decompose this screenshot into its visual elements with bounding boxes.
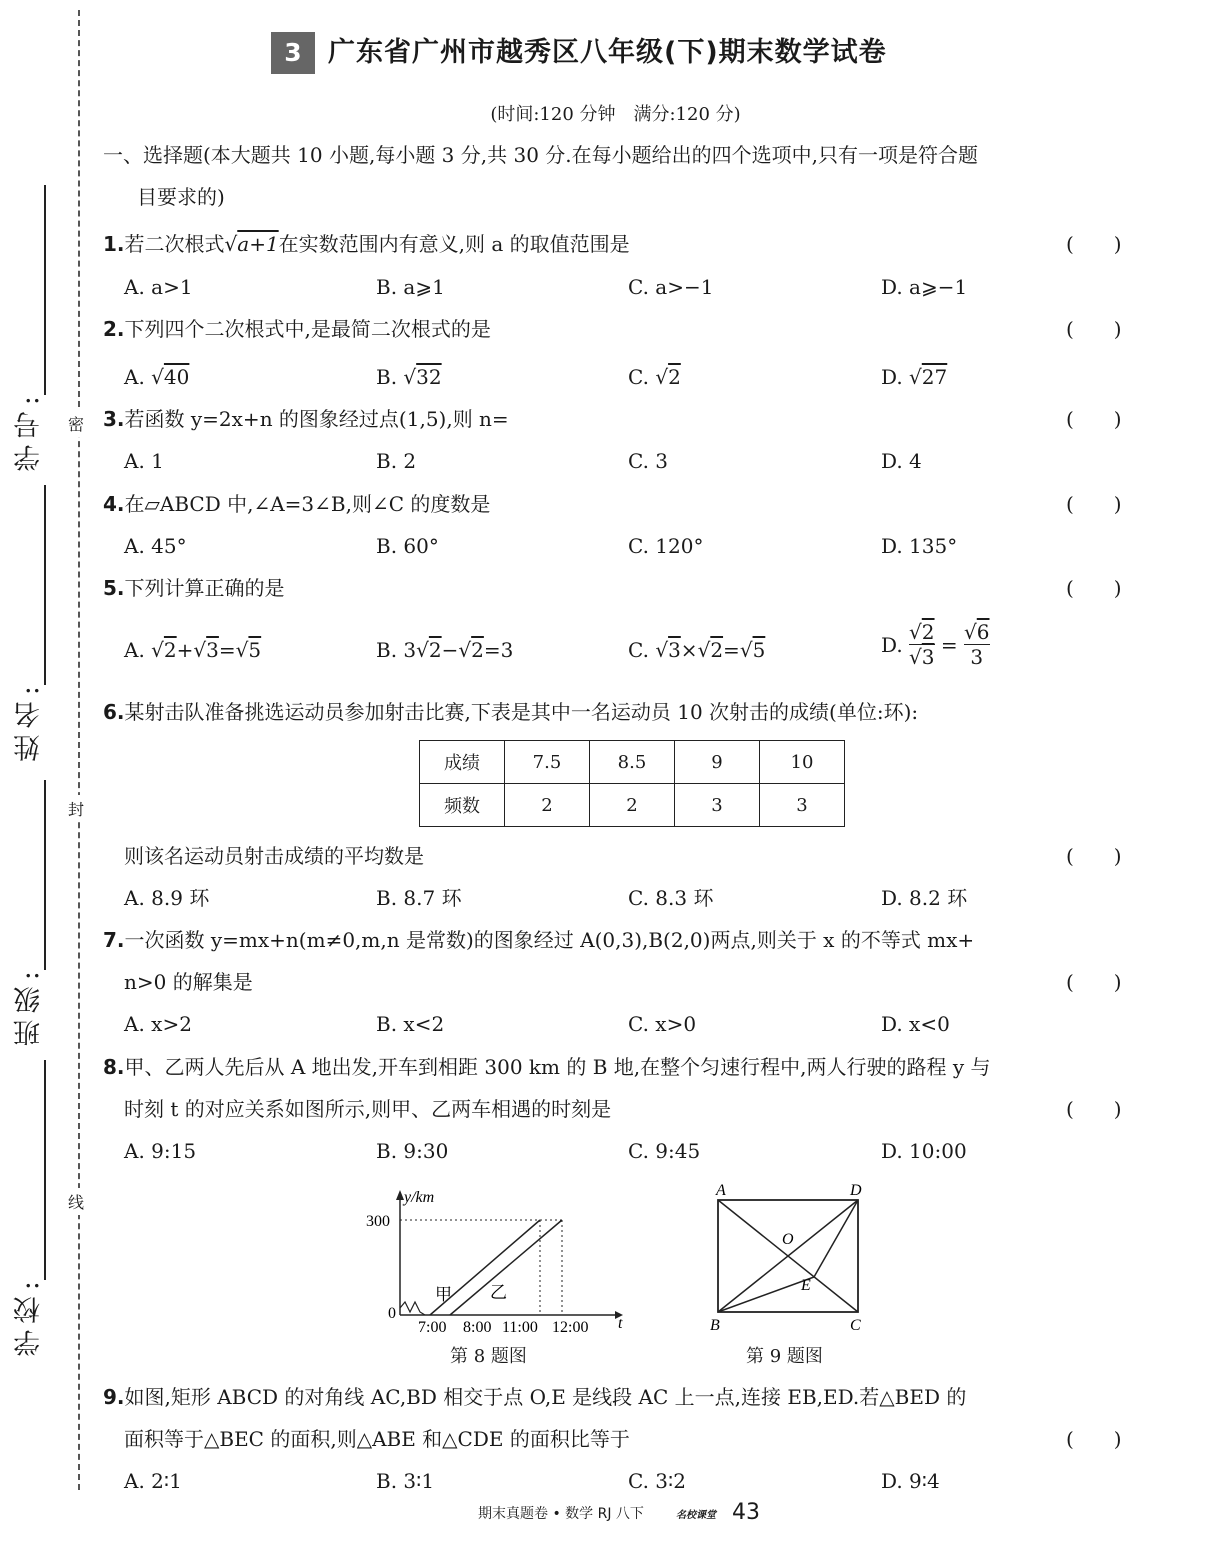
option-prefix: A.	[124, 365, 152, 389]
q5-option-d[interactable]	[881, 620, 990, 669]
radicand: 2	[163, 638, 177, 662]
q5-option-b[interactable]: B. 3√2−√2=3	[376, 638, 514, 662]
operator: +	[176, 638, 194, 662]
answer-blank-1[interactable]: ( )	[1066, 232, 1122, 256]
question-4	[103, 489, 490, 519]
q8-option-a[interactable]: A. 9:15	[124, 1139, 197, 1163]
q6-option-b[interactable]: B. 8.7 环	[376, 886, 462, 910]
numerator-radicand: 6	[976, 620, 990, 644]
origin-label: 0	[388, 1305, 396, 1322]
q5-text: 下列计算正确的是	[124, 576, 285, 600]
x-tick-label: 12:00	[552, 1319, 589, 1336]
equals: =	[723, 638, 740, 662]
q7-line1: 一次函数 y=mx+n(m≠0,m,n 是常数)的图象经过 A(0,3),B(2,0)两点,则关于 x 的不等式 mx+	[124, 928, 975, 952]
answer-blank-9[interactable]: ( )	[1066, 1427, 1122, 1451]
vertex-a: A	[716, 1182, 726, 1199]
equals: =	[940, 632, 958, 657]
q7-option-a[interactable]: A. x>2	[124, 1012, 192, 1036]
footer-brand-logo: 名校课堂	[676, 1510, 716, 1521]
field-label-school: 学校:	[14, 1275, 45, 1357]
denominator: 3	[970, 645, 984, 669]
table-cell: 3	[760, 784, 845, 827]
q1-text-b: 在实数范围内有意义,则 a 的取值范围是	[278, 232, 630, 256]
operator: −	[441, 638, 459, 662]
segment-ed	[814, 1200, 858, 1277]
figure-8-caption: 第 8 题图	[450, 1346, 527, 1367]
score-frequency-table	[419, 740, 845, 827]
point-o: O	[782, 1231, 794, 1248]
option-prefix: A.	[124, 638, 152, 662]
q6-option-c[interactable]: C. 8.3 环	[628, 886, 714, 910]
question-number: 3.	[103, 407, 125, 431]
q7-option-c[interactable]: C. x>0	[628, 1012, 697, 1036]
answer-blank-6[interactable]: ( )	[1066, 844, 1122, 868]
question-9	[103, 1382, 966, 1412]
numerator-radicand: 2	[921, 620, 935, 644]
q3-text: 若函数 y=2x+n 的图象经过点(1,5),则 n=	[124, 407, 509, 431]
radicand: 3	[668, 638, 681, 662]
question-number: 1.	[103, 232, 125, 256]
q1-option-c[interactable]: C. a>−1	[628, 275, 714, 299]
question-6	[103, 697, 918, 727]
question-3	[103, 404, 509, 434]
option-prefix: C.	[628, 365, 656, 389]
paper-number-badge: 3	[271, 32, 315, 74]
table-cell: 频数	[420, 784, 505, 827]
table-cell: 10	[760, 741, 845, 784]
field-line-school[interactable]	[44, 1060, 46, 1280]
radicand: 27	[921, 365, 948, 389]
question-number: 8.	[103, 1055, 125, 1079]
q9-option-a[interactable]: A. 2∶1	[124, 1469, 182, 1493]
q2-option-d[interactable]: D. √27	[881, 365, 948, 389]
q9-option-d[interactable]: D. 9∶4	[881, 1469, 940, 1493]
answer-blank-8[interactable]: ( )	[1066, 1097, 1122, 1121]
table-cell: 9	[675, 741, 760, 784]
q2-option-c[interactable]: C. √2	[628, 365, 681, 389]
x-axis-label: t	[618, 1315, 623, 1332]
q1-option-d[interactable]: D. a⩾−1	[881, 275, 968, 299]
q4-option-c[interactable]: C. 120°	[628, 534, 704, 558]
exam-time-score: (时间:120 分钟 满分:120 分)	[490, 104, 741, 125]
figure-9-rectangle	[700, 1178, 880, 1333]
q2-text: 下列四个二次根式中,是最简二次根式的是	[124, 317, 491, 341]
footer-text: 期末真题卷 • 数学 RJ 八下	[478, 1506, 644, 1522]
page-title: 广东省广州市越秀区八年级(下)期末数学试卷	[328, 37, 887, 68]
radicand: 5	[752, 638, 766, 662]
table-cell: 2	[590, 784, 675, 827]
answer-blank-3[interactable]: ( )	[1066, 407, 1122, 431]
segment-eb	[718, 1277, 814, 1312]
q8-option-b[interactable]: B. 9:30	[376, 1139, 449, 1163]
option-prefix: B. 3	[376, 638, 417, 662]
q1-radicand: a+1	[237, 232, 279, 256]
option-prefix: C.	[628, 638, 656, 662]
section-heading-line1: 一、选择题(本大题共 10 小题,每小题 3 分,共 30 分.在每小题给出的四个选项中,只有一项是符合题	[103, 143, 978, 167]
binding-char-xian: 线	[68, 1188, 84, 1215]
q4-option-a[interactable]: A. 45°	[124, 534, 187, 558]
radicand: 3	[206, 638, 219, 662]
radicand: 32	[416, 365, 442, 389]
radicand: 2	[428, 638, 442, 662]
vertex-d: D	[850, 1182, 862, 1199]
y-axis-arrow	[396, 1190, 404, 1200]
vertex-c: C	[850, 1317, 861, 1333]
q7-option-b[interactable]: B. x<2	[376, 1012, 445, 1036]
table-row	[420, 741, 845, 784]
question-number: 5.	[103, 576, 125, 600]
q9-option-c[interactable]: C. 3∶2	[628, 1469, 686, 1493]
vertex-b: B	[710, 1317, 720, 1333]
question-number: 9.	[103, 1385, 125, 1409]
q9-option-b[interactable]: B. 3∶1	[376, 1469, 435, 1493]
question-1: 1.若二次根式√a+1在实数范围内有意义,则 a 的取值范围是	[103, 232, 630, 256]
q8-line1: 甲、乙两人先后从 A 地出发,开车到相距 300 km 的 B 地,在整个匀速行程中,两人行驶的路程 y 与	[124, 1055, 991, 1079]
axis-break-mark	[400, 1302, 425, 1315]
q6-option-a[interactable]: A. 8.9 环	[124, 886, 210, 910]
field-line-class[interactable]	[44, 780, 46, 970]
radicand: 2	[471, 638, 484, 662]
q3-option-b[interactable]: B. 2	[376, 449, 417, 473]
question-number: 4.	[103, 492, 125, 516]
q5-option-a[interactable]: A. √2+√3=√5	[124, 638, 262, 662]
question-5	[103, 573, 285, 603]
x-tick-label: 7:00	[418, 1319, 447, 1336]
equals: =	[218, 638, 236, 662]
question-8	[103, 1052, 991, 1082]
radicand: 40	[163, 365, 190, 389]
q6-option-d[interactable]: D. 8.2 环	[881, 886, 968, 910]
binding-char-feng: 封	[68, 795, 84, 822]
x-tick-label: 11:00	[502, 1319, 538, 1336]
q2-option-b[interactable]: B. √32	[376, 365, 442, 389]
section-heading-line2: 目要求的)	[137, 185, 225, 209]
answer-blank-5[interactable]: ( )	[1066, 576, 1122, 600]
question-2	[103, 314, 491, 344]
table-cell: 8.5	[590, 741, 675, 784]
field-label-name: 姓名:	[14, 680, 45, 762]
radicand: 5	[248, 638, 262, 662]
point-e: E	[801, 1277, 811, 1294]
equals: =3	[483, 638, 514, 662]
q1-option-a[interactable]: A. a>1	[124, 275, 193, 299]
y-axis-label: y/km	[404, 1189, 435, 1206]
q9-line1: 如图,矩形 ABCD 的对角线 AC,BD 相交于点 O,E 是线段 AC 上一点,连接 EB,ED.若△BED 的	[124, 1385, 967, 1409]
y-tick-300: 300	[366, 1213, 390, 1230]
q3-option-c[interactable]: C. 3	[628, 449, 669, 473]
answer-blank-7[interactable]: ( )	[1066, 970, 1122, 994]
table-cell: 2	[505, 784, 590, 827]
option-prefix: D.	[881, 365, 910, 389]
page-number: 43	[732, 1500, 760, 1525]
q6-text: 某射击队准备挑选运动员参加射击比赛,下表是其中一名运动员 10 次射击的成绩(单位:环):	[124, 700, 919, 724]
table-cell: 成绩	[420, 741, 505, 784]
answer-blank-4[interactable]: ( )	[1066, 492, 1122, 516]
question-number: 6.	[103, 700, 125, 724]
q4-option-b[interactable]: B. 60°	[376, 534, 439, 558]
q1-option-b[interactable]: B. a⩾1	[376, 275, 445, 299]
question-number: 7.	[103, 928, 125, 952]
fraction-right: $\frac{√6}{3}$	[964, 620, 990, 669]
label-yi: 乙	[490, 1283, 507, 1302]
option-prefix: D.	[881, 632, 903, 657]
q3-option-a[interactable]: A. 1	[124, 449, 164, 473]
question-number: 2.	[103, 317, 125, 341]
question-7	[103, 925, 974, 955]
label-jia: 甲	[435, 1285, 452, 1304]
figure-9-caption: 第 9 题图	[746, 1346, 823, 1367]
q8-option-c[interactable]: C. 9:45	[628, 1139, 701, 1163]
section-heading	[103, 140, 978, 170]
q2-option-a[interactable]: A. √40	[124, 365, 190, 389]
q4-text: 在▱ABCD 中,∠A=3∠B,则∠C 的度数是	[124, 492, 491, 516]
option-prefix: B.	[376, 365, 404, 389]
denominator-radicand: 3	[921, 645, 935, 669]
q1-text-a: 若二次根式	[124, 232, 225, 256]
q3-option-d[interactable]: D. 4	[881, 449, 922, 473]
table-cell: 3	[675, 784, 760, 827]
fraction-left: $\frac{√2}{√3}$	[909, 620, 935, 669]
q4-option-d[interactable]: D. 135°	[881, 534, 958, 558]
figure-8-graph	[360, 1180, 630, 1340]
q6-text-2: 则该名运动员射击成绩的平均数是	[124, 844, 424, 868]
q5-option-c[interactable]: C. √3×√2=√5	[628, 638, 766, 662]
q7-line2: n>0 的解集是	[124, 970, 253, 994]
radicand: 2	[710, 638, 724, 662]
binding-char-mi: 密	[68, 410, 84, 437]
field-line-student-id[interactable]	[44, 185, 46, 395]
q8-line2: 时刻 t 的对应关系如图所示,则甲、乙两车相遇的时刻是	[124, 1097, 612, 1121]
table-row	[420, 784, 845, 827]
q9-line2: 面积等于△BEC 的面积,则△ABE 和△CDE 的面积比等于	[124, 1427, 630, 1451]
answer-blank-2[interactable]: ( )	[1066, 317, 1122, 341]
q8-option-d[interactable]: D. 10:00	[881, 1139, 967, 1163]
operator: ×	[680, 638, 698, 662]
field-label-class: 班级:	[14, 965, 45, 1047]
table-cell: 7.5	[505, 741, 590, 784]
radicand: 2	[668, 365, 681, 389]
binding-dashed-line	[78, 10, 80, 1490]
x-tick-label: 8:00	[463, 1319, 492, 1336]
q7-option-d[interactable]: D. x<0	[881, 1012, 950, 1036]
field-label-student-id: 学号:	[14, 390, 45, 472]
field-line-name[interactable]	[44, 485, 46, 685]
